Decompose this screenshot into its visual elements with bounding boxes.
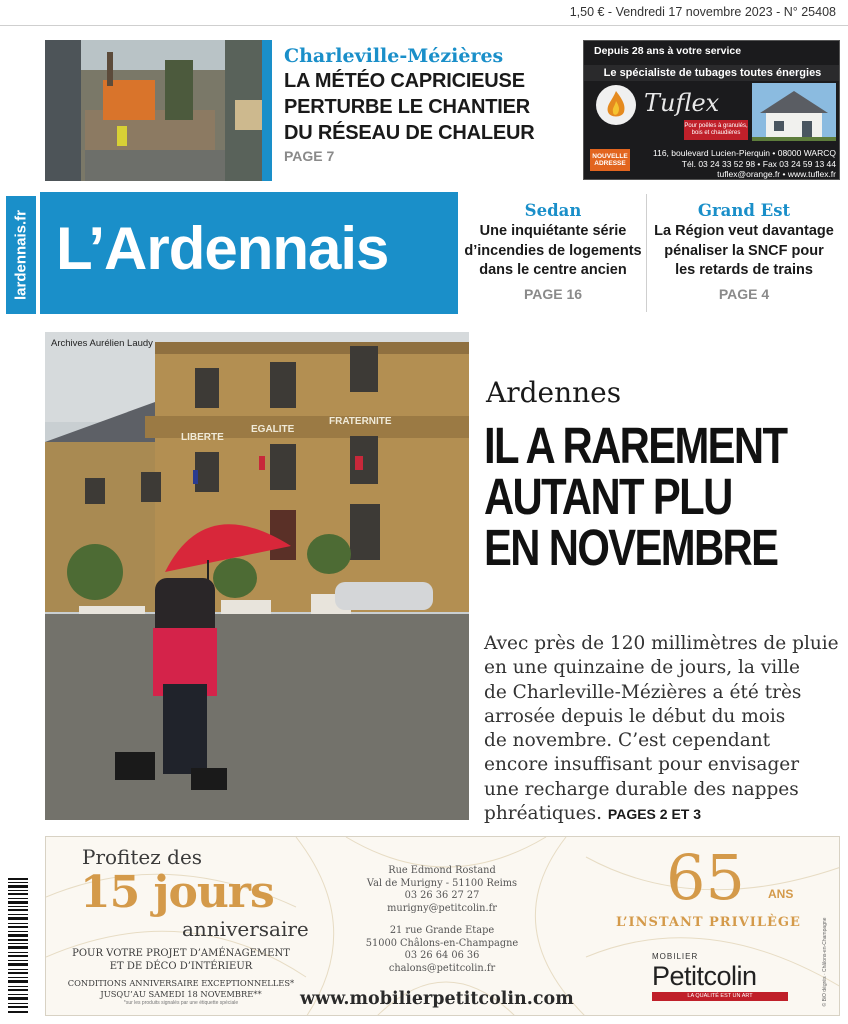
construction-photo-illustration [45, 40, 272, 181]
side-story-grand-est[interactable] [648, 200, 840, 302]
photo-credit: Archives Aurélien Laudy [51, 338, 153, 349]
main-headline-line: IL A RAREMENT [484, 417, 787, 474]
tuflex-address: 116, boulevard Lucien-Pierquin • 08000 WARCQ [653, 148, 836, 158]
ad-address-line: 03 26 64 06 36 [404, 950, 480, 961]
ad-15-jours: 15 jours [80, 867, 274, 918]
ad-address-line[interactable]: murigny@petitcolin.fr [387, 902, 497, 914]
ad-65-anniversary: 65 [666, 841, 745, 914]
tuflex-advertisement[interactable] [583, 40, 840, 180]
body-line: de novembre. C’est cependant [484, 730, 771, 752]
ad-pour-line: POUR VOTRE PROJET D’AMÉNAGEMENT [72, 948, 290, 959]
flame-icon [596, 85, 636, 125]
body-line: arrosée depuis le début du mois [484, 705, 786, 727]
teaser-story[interactable] [284, 44, 574, 164]
edition-info: 1,50 € - Vendredi 17 novembre 2023 - N° 25408 [569, 5, 836, 19]
tuflex-web[interactable]: tuflex@orange.fr • www.tuflex.fr [717, 169, 836, 179]
ad-address-line[interactable]: chalons@petitcolin.fr [388, 962, 496, 974]
ad-address-line: Val de Murigny - 51100 Reims [366, 877, 518, 889]
sign-liberte: LIBERTE [181, 432, 224, 443]
tuflex-contact [636, 148, 836, 180]
teaser-headline-line: PERTURBE LE CHANTIER [284, 96, 531, 118]
teaser-kicker: Charleville-Mézières [284, 45, 504, 67]
body-line: en une quinzaine de jours, la ville [484, 657, 800, 679]
body-line: Avec près de 120 millimètres de pluie [484, 633, 839, 654]
sign-fraternite: FRATERNITE [329, 416, 392, 427]
side-story-headline-line: pénaliser la SNCF pour [664, 242, 824, 259]
nouvelle-adresse-badge: NOUVELLE ADRESSE [590, 149, 630, 171]
tuflex-subtitle: Le spécialiste de tubages toutes énergies [584, 65, 840, 81]
teaser-page-ref: PAGE 7 [284, 148, 335, 164]
town-hall-rain-photo-illustration [45, 332, 469, 820]
site-url: lardennais.fr [12, 209, 30, 301]
body-line: une recharge durable des nappes [484, 778, 799, 800]
side-story-headline-line: Une inquiétante série [479, 223, 627, 239]
barcode [6, 876, 36, 1016]
ad-anniversaire: anniversaire [182, 917, 309, 941]
side-story-kicker: Sedan [524, 201, 582, 220]
side-story-sedan[interactable] [460, 200, 646, 302]
ad-side-credit-text: © BiO dégrés · Châlons-en-Champagne [822, 917, 828, 1007]
side-story-page-ref: PAGE 16 [523, 285, 583, 302]
tuflex-badge: Pour poêles à granulés, bois et chaudières [684, 120, 748, 140]
sign-egalite: EGALITE [251, 424, 295, 435]
main-headline-line: AUTANT PLU [484, 468, 732, 525]
ad-address-line: 03 26 36 27 27 [404, 890, 480, 901]
ad-fine-print: *sur les produits signalés par une étiquette spéciale [123, 1000, 239, 1006]
teaser-headline[interactable] [284, 68, 574, 146]
main-story-body [484, 632, 840, 826]
main-story-kicker: Ardennes [486, 376, 622, 409]
tuflex-phone: Tél. 03 24 33 52 98 • Fax 03 24 59 13 44 [681, 158, 836, 169]
ad-addresses [342, 865, 542, 975]
ad-ans: ANS [768, 887, 794, 901]
ad-tagline: LA QUALITÉ EST UN ART [652, 992, 788, 1001]
teaser-photo-construction-site[interactable] [45, 40, 272, 181]
ad-conditions [62, 978, 300, 1000]
teaser-accent-bar [262, 40, 272, 181]
ad-website-link[interactable]: www.mobilierpetitcolin.com [300, 989, 574, 1009]
side-story-headline [648, 222, 840, 281]
column-divider [646, 194, 647, 312]
body-line-last [484, 802, 840, 826]
main-story-headline[interactable] [484, 417, 845, 576]
ad-pour-line: ET DE DÉCO D’INTÉRIEUR [109, 961, 253, 972]
petitcolin-logo: Petitcolin [652, 961, 757, 991]
tuflex-logo: Tuflex [644, 89, 720, 117]
ad-mobilier-label: MOBILIER [652, 952, 699, 961]
teaser-headline-line: DU RÉSEAU DE CHALEUR [284, 122, 535, 144]
ad-address-line: 51000 Châlons-en-Champagne [365, 937, 519, 949]
side-story-headline-line: d’incendies de logements [464, 242, 642, 259]
ad-profitez: Profitez des [82, 845, 203, 869]
ad-pour-text [62, 947, 300, 973]
body-line: de Charleville-Mézières a été très [484, 681, 802, 703]
side-story-kicker: Grand Est [697, 201, 791, 220]
ad-conditions-line: CONDITIONS ANNIVERSAIRE EXCEPTIONNELLES* [67, 978, 295, 988]
edition-info-bar [0, 0, 848, 26]
main-headline-line: EN NOVEMBRE [484, 519, 778, 576]
body-last-text: phréatiques. [484, 803, 603, 825]
side-story-headline-line: les retards de trains [675, 262, 813, 278]
ad-conditions-line: JUSQU’AU SAMEDI 18 NOVEMBRE** [100, 989, 262, 999]
site-url-vertical[interactable] [6, 196, 36, 314]
side-story-headline [460, 222, 646, 281]
ad-address-line: 21 rue Grande Etape [389, 925, 495, 936]
side-story-headline-line: La Région veut davantage [654, 223, 834, 239]
ad-address-line: Rue Edmond Rostand [388, 865, 496, 876]
ad-instant-privilege: L’INSTANT PRIVILÈGE [616, 915, 801, 930]
teaser-headline-line: LA MÉTÉO CAPRICIEUSE [284, 70, 525, 92]
main-story-page-ref[interactable]: PAGES 2 ET 3 [607, 806, 702, 823]
side-story-headline-line: dans le centre ancien [479, 262, 627, 278]
tuflex-tagline: Depuis 28 ans à votre service [594, 45, 742, 57]
house-photo [752, 83, 836, 141]
petitcolin-advertisement[interactable] [45, 836, 840, 1016]
main-story-photo[interactable] [45, 332, 469, 820]
ad-side-credit [820, 917, 830, 1007]
side-story-page-ref: PAGE 4 [718, 285, 770, 302]
newspaper-title: L’Ardennais [56, 215, 389, 282]
body-line: encore insuffisant pour envisager [484, 754, 800, 776]
masthead[interactable] [40, 192, 458, 314]
